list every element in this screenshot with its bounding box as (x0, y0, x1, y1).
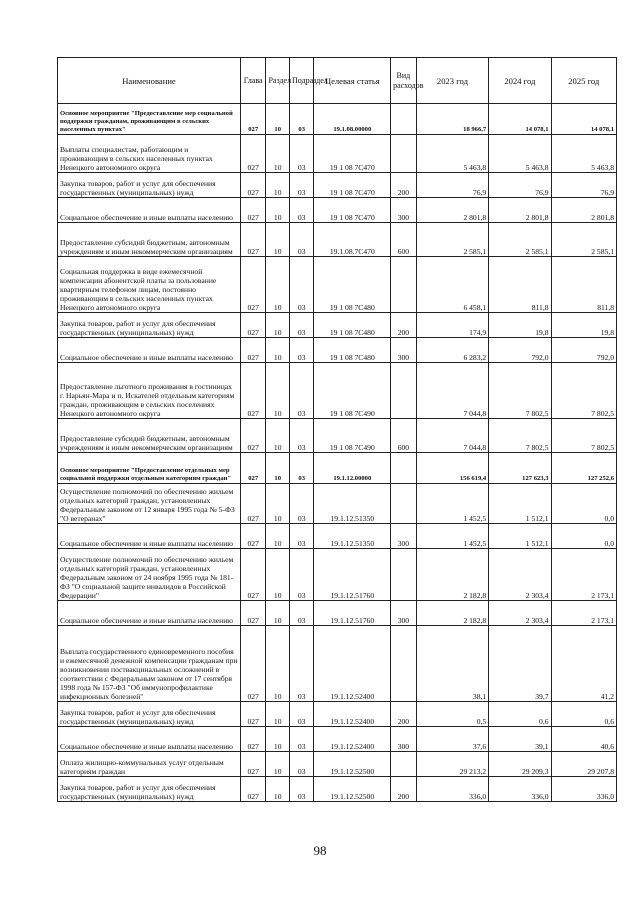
cell-name: Закупка товаров, работ и услуг для обеспечения государственных (муниципальных) нужд (58, 313, 241, 338)
cell-target: 19.1.12.00000 (314, 453, 391, 484)
cell-target: 19.1.08.7С470 (314, 223, 391, 257)
cell-podrazdel: 03 (289, 549, 314, 601)
cell-target: 19.1.12.51350 (314, 484, 391, 524)
page-number: 98 (313, 843, 327, 858)
cell-y2023: 29 213,2 (416, 752, 489, 777)
table-row (58, 223, 617, 257)
cell-vid (391, 453, 417, 484)
cell-y2024: 811,8 (489, 257, 551, 313)
cell-y2023: 2 801,8 (416, 198, 489, 223)
cell-y2023: 2 585,1 (416, 223, 489, 257)
cell-name: Социальное обеспечение и иные выплаты населению (58, 727, 241, 752)
cell-y2023: 0,5 (416, 702, 489, 727)
cell-vid: 200 (391, 702, 417, 727)
cell-razdel: 10 (266, 484, 290, 524)
table-row (58, 777, 617, 802)
cell-target: 19.1.08.00000 (314, 104, 391, 135)
cell-target: 19 1 08 7С470 (314, 173, 391, 198)
cell-y2023: 38,1 (416, 626, 489, 702)
cell-podrazdel: 03 (289, 363, 314, 419)
cell-y2023: 18 966,7 (416, 104, 489, 135)
cell-glava: 027 (240, 419, 266, 453)
cell-y2024: 76,9 (489, 173, 551, 198)
cell-y2023: 5 463,8 (416, 135, 489, 173)
header-name: Наименование (58, 58, 241, 104)
table-row (58, 702, 617, 727)
cell-razdel: 10 (266, 419, 290, 453)
cell-y2025: 29 207,8 (551, 752, 616, 777)
cell-vid (391, 752, 417, 777)
cell-y2024: 0,6 (489, 702, 551, 727)
cell-glava: 027 (240, 484, 266, 524)
cell-y2025: 14 078,1 (551, 104, 616, 135)
cell-target: 19.1.12.52500 (314, 752, 391, 777)
cell-razdel: 10 (266, 363, 290, 419)
cell-podrazdel: 03 (289, 453, 314, 484)
cell-y2024: 2 801,8 (489, 198, 551, 223)
cell-glava: 027 (240, 313, 266, 338)
cell-vid: 300 (391, 198, 417, 223)
cell-target: 19.1.12.51760 (314, 601, 391, 626)
cell-name: Социальное обеспечение и иные выплаты населению (58, 198, 241, 223)
cell-vid (391, 135, 417, 173)
cell-y2023: 2 182,8 (416, 601, 489, 626)
cell-podrazdel: 03 (289, 752, 314, 777)
header-razdel: Раздел (266, 58, 290, 104)
table-row (58, 524, 617, 549)
cell-razdel: 10 (266, 549, 290, 601)
cell-glava: 027 (240, 173, 266, 198)
cell-podrazdel: 03 (289, 257, 314, 313)
cell-y2025: 19,8 (551, 313, 616, 338)
cell-vid: 300 (391, 601, 417, 626)
cell-glava: 027 (240, 777, 266, 802)
cell-y2025: 0,6 (551, 702, 616, 727)
cell-name: Социальное обеспечение и иные выплаты населению (58, 524, 241, 549)
cell-y2024: 39,1 (489, 727, 551, 752)
cell-razdel: 10 (266, 601, 290, 626)
cell-target: 19 1 08 7С470 (314, 198, 391, 223)
cell-y2024: 127 623,3 (489, 453, 551, 484)
table-row (58, 419, 617, 453)
cell-glava: 027 (240, 198, 266, 223)
cell-name: Выплата государственного единовременного пособия и ежемесячной денежной компенсации гражданам при возникновении поствакцинальных осложнений в соответствии с Федеральным законом от 17 сентября 1998 года № 157-ФЗ "Об иммунопрофилактике инфекционных болезней" (58, 626, 241, 702)
cell-target: 19 1 08 7С480 (314, 313, 391, 338)
cell-vid: 200 (391, 777, 417, 802)
cell-podrazdel: 03 (289, 223, 314, 257)
cell-name: Социальное обеспечение и иные выплаты населению (58, 338, 241, 363)
header-2023: 2023 год (416, 58, 489, 104)
header-podrazdel: Подраздел (289, 58, 314, 104)
cell-razdel: 10 (266, 135, 290, 173)
table-row (58, 135, 617, 173)
cell-target: 19 1 08 7С490 (314, 419, 391, 453)
cell-target: 19.1.12.52400 (314, 626, 391, 702)
table-row (58, 727, 617, 752)
cell-target: 19.1.12.52400 (314, 702, 391, 727)
cell-podrazdel: 03 (289, 626, 314, 702)
cell-podrazdel: 03 (289, 484, 314, 524)
cell-razdel: 10 (266, 626, 290, 702)
table-row (58, 173, 617, 198)
cell-y2025: 40,6 (551, 727, 616, 752)
cell-razdel: 10 (266, 257, 290, 313)
cell-podrazdel: 03 (289, 135, 314, 173)
cell-y2025: 2 585,1 (551, 223, 616, 257)
cell-vid: 300 (391, 727, 417, 752)
cell-glava: 027 (240, 524, 266, 549)
cell-y2025: 7 802,5 (551, 419, 616, 453)
cell-vid: 300 (391, 524, 417, 549)
cell-glava: 027 (240, 702, 266, 727)
cell-y2023: 7 044,8 (416, 419, 489, 453)
cell-y2025: 41,2 (551, 626, 616, 702)
cell-y2024: 2 303,4 (489, 601, 551, 626)
cell-vid (391, 484, 417, 524)
table-row (58, 484, 617, 524)
cell-target: 19.1.12.52500 (314, 777, 391, 802)
cell-vid (391, 549, 417, 601)
cell-vid (391, 363, 417, 419)
cell-glava: 027 (240, 223, 266, 257)
cell-podrazdel: 03 (289, 524, 314, 549)
table-row (58, 257, 617, 313)
cell-y2023: 6 458,1 (416, 257, 489, 313)
cell-y2025: 5 463,8 (551, 135, 616, 173)
cell-glava: 027 (240, 549, 266, 601)
cell-y2024: 5 463,8 (489, 135, 551, 173)
cell-glava: 027 (240, 626, 266, 702)
header-target: Целевая статья (314, 58, 391, 104)
cell-razdel: 10 (266, 173, 290, 198)
cell-y2024: 1 512,1 (489, 484, 551, 524)
table-row (58, 601, 617, 626)
cell-y2023: 6 283,2 (416, 338, 489, 363)
cell-glava: 027 (240, 257, 266, 313)
cell-razdel: 10 (266, 524, 290, 549)
cell-vid: 300 (391, 338, 417, 363)
cell-y2025: 2 801,8 (551, 198, 616, 223)
cell-vid (391, 104, 417, 135)
cell-podrazdel: 03 (289, 104, 314, 135)
table-header-row (58, 58, 617, 104)
cell-razdel: 10 (266, 727, 290, 752)
cell-y2023: 336,0 (416, 777, 489, 802)
cell-glava: 027 (240, 752, 266, 777)
cell-glava: 027 (240, 601, 266, 626)
cell-y2023: 37,6 (416, 727, 489, 752)
table-row (58, 198, 617, 223)
cell-y2023: 7 044,8 (416, 363, 489, 419)
table-row (58, 104, 617, 135)
cell-target: 19 1 08 7С470 (314, 135, 391, 173)
cell-y2024: 792,0 (489, 338, 551, 363)
cell-y2025: 336,0 (551, 777, 616, 802)
cell-podrazdel: 03 (289, 777, 314, 802)
cell-name: Закупка товаров, работ и услуг для обеспечения государственных (муниципальных) нужд (58, 702, 241, 727)
cell-y2024: 1 512,1 (489, 524, 551, 549)
cell-vid: 600 (391, 223, 417, 257)
cell-name: Предоставление льготного проживания в гостиницах г. Нарьян-Мара и п. Искателей отдельным категориям граждан, проживающим в сельских поселениях Ненецкого автономного округа (58, 363, 241, 419)
cell-y2025: 2 173,1 (551, 601, 616, 626)
cell-target: 19.1.12.51760 (314, 549, 391, 601)
cell-y2023: 1 452,5 (416, 524, 489, 549)
table-row (58, 549, 617, 601)
cell-y2024: 14 078,1 (489, 104, 551, 135)
cell-glava: 027 (240, 135, 266, 173)
cell-razdel: 10 (266, 777, 290, 802)
cell-y2025: 2 173,1 (551, 549, 616, 601)
cell-razdel: 10 (266, 338, 290, 363)
table-row (58, 752, 617, 777)
cell-y2024: 19,8 (489, 313, 551, 338)
cell-razdel: 10 (266, 702, 290, 727)
cell-name: Основное мероприятие "Предоставление мер социальной поддержки гражданам, проживающим в сельских населенных пунктах" (58, 104, 241, 135)
cell-y2025: 127 252,6 (551, 453, 616, 484)
table-row (58, 363, 617, 419)
cell-glava: 027 (240, 363, 266, 419)
cell-y2024: 39,7 (489, 626, 551, 702)
cell-y2024: 7 802,5 (489, 419, 551, 453)
cell-name: Осуществление полномочий по обеспечению жильем отдельных категорий граждан, установленных Федеральным законом от 12 января 1995 года № 5-ФЗ "О ветеранах" (58, 484, 241, 524)
cell-name: Закупка товаров, работ и услуг для обеспечения государственных (муниципальных) нужд (58, 777, 241, 802)
cell-vid: 600 (391, 419, 417, 453)
cell-glava: 027 (240, 727, 266, 752)
cell-target: 19.1.12.52400 (314, 727, 391, 752)
cell-vid (391, 626, 417, 702)
header-2024: 2024 год (489, 58, 551, 104)
cell-glava: 027 (240, 104, 266, 135)
cell-y2025: 811,8 (551, 257, 616, 313)
cell-target: 19 1 08 7С480 (314, 338, 391, 363)
header-2025: 2025 год (551, 58, 616, 104)
cell-y2025: 0,0 (551, 524, 616, 549)
cell-name: Социальное обеспечение и иные выплаты населению (58, 601, 241, 626)
cell-podrazdel: 03 (289, 313, 314, 338)
cell-podrazdel: 03 (289, 198, 314, 223)
cell-y2024: 2 585,1 (489, 223, 551, 257)
cell-name: Предоставление субсидий бюджетным, автономным учреждениям и иным некоммерческим организациям (58, 419, 241, 453)
cell-vid: 200 (391, 313, 417, 338)
cell-y2023: 76,9 (416, 173, 489, 198)
cell-name: Предоставление субсидий бюджетным, автономным учреждениям и иным некоммерческим организациям (58, 223, 241, 257)
cell-name: Социальная поддержка в виде ежемесячной компенсации абонентской платы за пользование квартирным телефоном лицам, постоянно проживающим в сельских населенных пунктах Ненецкого автономного округа (58, 257, 241, 313)
cell-y2025: 792,0 (551, 338, 616, 363)
cell-y2025: 7 802,5 (551, 363, 616, 419)
cell-vid: 200 (391, 173, 417, 198)
header-glava: Глава (240, 58, 266, 104)
cell-vid (391, 257, 417, 313)
cell-podrazdel: 03 (289, 727, 314, 752)
cell-y2024: 7 802,5 (489, 363, 551, 419)
cell-y2025: 76,9 (551, 173, 616, 198)
table-row (58, 338, 617, 363)
cell-razdel: 10 (266, 453, 290, 484)
table-row (58, 453, 617, 484)
cell-y2023: 174,9 (416, 313, 489, 338)
cell-razdel: 10 (266, 313, 290, 338)
cell-podrazdel: 03 (289, 601, 314, 626)
cell-target: 19.1.12.51350 (314, 524, 391, 549)
cell-y2023: 156 619,4 (416, 453, 489, 484)
cell-y2023: 1 452,5 (416, 484, 489, 524)
cell-podrazdel: 03 (289, 702, 314, 727)
cell-razdel: 10 (266, 104, 290, 135)
cell-name: Выплаты специалистам, работающим и проживающим в сельских населенных пунктах Ненецкого автономного округа (58, 135, 241, 173)
cell-y2024: 336,0 (489, 777, 551, 802)
table-row (58, 313, 617, 338)
cell-y2024: 29 209,3 (489, 752, 551, 777)
cell-name: Осуществление полномочий по обеспечению жильем отдельных категорий граждан, установленных Федеральным законом от 24 ноября 1995 года № 181-ФЗ "О социальной защите инвалидов в Российской Федерации" (58, 549, 241, 601)
table-row (58, 626, 617, 702)
cell-razdel: 10 (266, 752, 290, 777)
cell-y2023: 2 182,8 (416, 549, 489, 601)
cell-razdel: 10 (266, 198, 290, 223)
cell-target: 19 1 08 7С480 (314, 257, 391, 313)
cell-name: Закупка товаров, работ и услуг для обеспечения государственных (муниципальных) нужд (58, 173, 241, 198)
cell-glava: 027 (240, 338, 266, 363)
cell-name: Оплата жилищно-коммунальных услуг отдельным категориям граждан (58, 752, 241, 777)
header-vid: Вид расходов (391, 58, 417, 104)
cell-glava: 027 (240, 453, 266, 484)
cell-target: 19 1 08 7С490 (314, 363, 391, 419)
cell-y2024: 2 303,4 (489, 549, 551, 601)
cell-name: Основное мероприятие "Предоставление отдельных мер социальной поддержки отдельным категориям граждан" (58, 453, 241, 484)
cell-podrazdel: 03 (289, 419, 314, 453)
cell-y2025: 0,0 (551, 484, 616, 524)
budget-table (57, 57, 617, 802)
cell-razdel: 10 (266, 223, 290, 257)
cell-podrazdel: 03 (289, 173, 314, 198)
cell-podrazdel: 03 (289, 338, 314, 363)
